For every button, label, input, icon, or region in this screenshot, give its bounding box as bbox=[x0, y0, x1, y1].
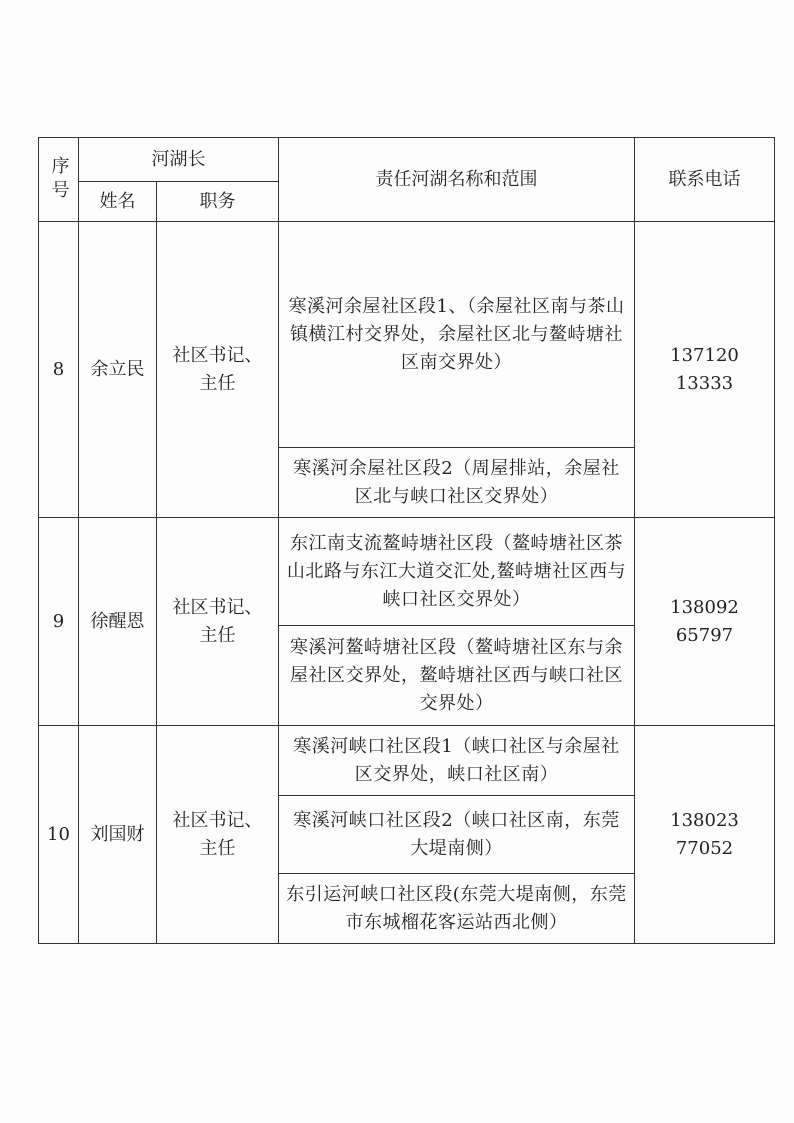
position-line: 社区书记、 bbox=[172, 596, 263, 618]
header-no: 序号 bbox=[39, 138, 79, 222]
scope-cell: 东引运河峡口社区段(东莞大堤南侧，东莞市东城榴花客运站西北侧） bbox=[279, 874, 635, 944]
row-position bbox=[157, 726, 279, 944]
phone-line: 138023 bbox=[670, 809, 739, 831]
row-position bbox=[157, 518, 279, 726]
header-chief: 河湖长 bbox=[79, 138, 279, 182]
scope-cell: 寒溪河余屋社区段1、（余屋社区南与茶山镇横江村交界处，余屋社区北与鳌峙塘社区南交界处） bbox=[279, 222, 635, 448]
phone-line: 65797 bbox=[675, 624, 734, 646]
row-position bbox=[157, 222, 279, 518]
position-line: 主任 bbox=[199, 624, 236, 646]
row-no: 10 bbox=[39, 726, 79, 944]
header-position: 职务 bbox=[157, 182, 279, 222]
header-name: 姓名 bbox=[79, 182, 157, 222]
phone-line: 13333 bbox=[675, 372, 734, 394]
phone-line: 77052 bbox=[675, 837, 734, 859]
row-phone bbox=[635, 518, 775, 726]
row-phone bbox=[635, 222, 775, 518]
river-chief-table bbox=[38, 137, 775, 944]
position-line: 主任 bbox=[199, 837, 236, 859]
phone-line: 137120 bbox=[670, 344, 739, 366]
row-no: 8 bbox=[39, 222, 79, 518]
header-phone: 联系电话 bbox=[635, 138, 775, 222]
row-name: 余立民 bbox=[79, 222, 157, 518]
row-name: 刘国财 bbox=[79, 726, 157, 944]
position-line: 社区书记、 bbox=[172, 809, 263, 831]
header-scope: 责任河湖名称和范围 bbox=[279, 138, 635, 222]
row-name: 徐醒恩 bbox=[79, 518, 157, 726]
scope-cell: 寒溪河余屋社区段2（周屋排站，余屋社区北与峡口社区交界处） bbox=[279, 448, 635, 518]
scope-cell: 东江南支流鳌峙塘社区段（鳌峙塘社区茶山北路与东江大道交汇处,鳌峙塘社区西与峡口社区交界处） bbox=[279, 518, 635, 626]
row-no: 9 bbox=[39, 518, 79, 726]
scope-cell: 寒溪河峡口社区段2（峡口社区南，东莞大堤南侧） bbox=[279, 796, 635, 874]
position-line: 社区书记、 bbox=[172, 344, 263, 366]
scope-cell: 寒溪河鳌峙塘社区段（鳌峙塘社区东与余屋社区交界处，鳌峙塘社区西与峡口社区交界处） bbox=[279, 626, 635, 726]
phone-line: 138092 bbox=[670, 596, 739, 618]
row-phone bbox=[635, 726, 775, 944]
scope-cell: 寒溪河峡口社区段1（峡口社区与余屋社区交界处，峡口社区南） bbox=[279, 726, 635, 796]
position-line: 主任 bbox=[199, 372, 236, 394]
